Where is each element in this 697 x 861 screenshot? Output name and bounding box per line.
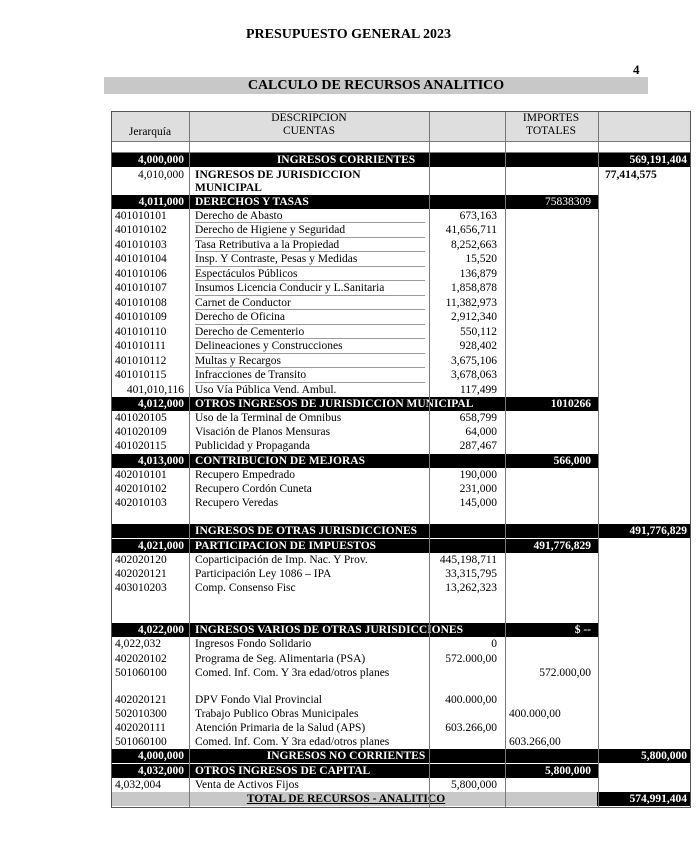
row-desc: INGRESOS NO CORRIENTES bbox=[266, 750, 426, 762]
header-importes: IMPORTES bbox=[522, 112, 580, 124]
row-amount: 15,520 bbox=[465, 253, 497, 265]
row-amount: 658,799 bbox=[459, 412, 497, 424]
row-code: 4,011,000 bbox=[138, 196, 184, 208]
row-amount: 231,000 bbox=[459, 483, 497, 495]
row-desc: Recupero Empedrado bbox=[195, 469, 295, 481]
row-code: 403010203 bbox=[115, 582, 167, 594]
row-amount: 287,467 bbox=[459, 440, 497, 452]
row-code: 401010103 bbox=[115, 239, 167, 251]
row-desc: OTROS INGRESOS DE JURISDICCION MUNICIPAL bbox=[195, 398, 474, 410]
row-code: 401010101 bbox=[115, 210, 167, 222]
row-code: 4,000,000 bbox=[138, 154, 184, 166]
row-desc: Trabajo Publico Obras Municipales bbox=[195, 708, 359, 720]
row-amount: 673,163 bbox=[459, 210, 497, 222]
row-code: 401010109 bbox=[115, 311, 167, 323]
row-amount: 2,912,340 bbox=[451, 311, 497, 323]
row-amount: 550,112 bbox=[460, 326, 497, 338]
row-amount: 190,000 bbox=[459, 469, 497, 481]
row-code: 401010112 bbox=[115, 355, 167, 367]
row-desc: Participación Ley 1086 – IPA bbox=[195, 568, 332, 580]
row-code: 4,010,000 bbox=[138, 169, 184, 181]
row-code: 402020120 bbox=[115, 554, 167, 566]
row-code: 402020111 bbox=[115, 722, 166, 734]
row-amount: 1,858,878 bbox=[451, 282, 497, 294]
row-amount: 3,678,063 bbox=[451, 369, 497, 381]
row-code: 4,012,000 bbox=[138, 398, 184, 410]
row-code: 4,032,000 bbox=[138, 765, 184, 777]
row-subtotal: $ -- bbox=[574, 624, 591, 636]
row-code: 402010103 bbox=[115, 497, 167, 509]
row-code: 4,032,004 bbox=[115, 779, 161, 791]
row-code: 402010101 bbox=[115, 469, 167, 481]
row-amount: 8,252,663 bbox=[451, 239, 497, 251]
row-code: 401010102 bbox=[115, 224, 167, 236]
row-amount: 445,198,711 bbox=[439, 554, 497, 566]
row-total: 569,191,404 bbox=[629, 154, 687, 166]
row-desc: Comed. Inf. Com. Y 3ra edad/otros planes bbox=[195, 736, 390, 748]
row-amount: 603.266,00 bbox=[445, 722, 497, 734]
row-desc: Atención Primaria de la Salud (APS) bbox=[195, 722, 366, 734]
row-amount: 572.000,00 bbox=[445, 653, 497, 665]
row-amount: 41,656,711 bbox=[445, 224, 497, 236]
row-desc: Derecho de Higiene y Seguridad bbox=[195, 224, 346, 236]
row-total: 491,776,829 bbox=[629, 525, 687, 537]
row-code: 4,021,000 bbox=[138, 540, 184, 552]
row-subtotal: 572.000,00 bbox=[539, 667, 591, 679]
row-desc: Programa de Seg. Alimentaria (PSA) bbox=[195, 653, 366, 665]
row-desc: Tasa Retributiva a la Propiedad bbox=[195, 239, 340, 251]
row-code: 4,022,032 bbox=[115, 638, 161, 650]
row-subtotal: 603.266,00 bbox=[509, 736, 561, 748]
row-subtotal: 400.000,00 bbox=[509, 708, 561, 720]
row-amount: 0 bbox=[491, 638, 497, 650]
row-code: 402010102 bbox=[115, 483, 167, 495]
row-subtotal: 491,776,829 bbox=[533, 540, 591, 552]
section-banner: CALCULO DE RECURSOS ANALITICO bbox=[104, 77, 648, 94]
row-desc: CONTRIBUCION DE MEJORAS bbox=[195, 455, 365, 467]
row-desc: INGRESOS CORRIENTES bbox=[276, 154, 416, 166]
row-subtotal: 1010266 bbox=[550, 398, 591, 410]
row-desc: Multas y Recargos bbox=[195, 355, 282, 367]
row-amount: 13,262,323 bbox=[445, 582, 497, 594]
row-amount: 400.000,00 bbox=[445, 694, 497, 706]
row-desc: Comp. Consenso Fisc bbox=[195, 582, 296, 594]
row-subtotal: 5,800,000 bbox=[545, 765, 591, 777]
row-desc: Carnet de Conductor bbox=[195, 297, 291, 309]
row-total: 77,414,575 bbox=[605, 169, 657, 181]
row-desc: Derecho de Oficina bbox=[195, 311, 286, 323]
row-desc: Coparticipación de Imp. Nac. Y Prov. bbox=[195, 554, 368, 566]
row-total: 5,800,000 bbox=[641, 750, 687, 762]
row-amount: 928,402 bbox=[459, 340, 497, 352]
row-desc: Derecho de Abasto bbox=[195, 210, 283, 222]
page-number: 4 bbox=[633, 62, 640, 77]
total-recursos-value: 574,991,404 bbox=[597, 792, 691, 806]
row-code: 4,000,000 bbox=[138, 750, 184, 762]
row-code: 401020105 bbox=[115, 412, 167, 424]
row-desc: Derecho de Cementerio bbox=[195, 326, 305, 338]
row-subtotal: 75838309 bbox=[545, 196, 591, 208]
row-amount: 5,800,000 bbox=[451, 779, 497, 791]
row-subtotal: 566,000 bbox=[553, 455, 591, 467]
row-desc: Ingresos Fondo Solidario bbox=[195, 638, 312, 650]
row-code: 401010111 bbox=[115, 340, 166, 352]
row-code: 401010108 bbox=[115, 297, 167, 309]
row-code: 402020102 bbox=[115, 653, 167, 665]
header-descripcion: DESCRIPCION bbox=[271, 112, 347, 124]
row-desc: Infracciones de Transito bbox=[195, 369, 307, 381]
row-amount: 145,000 bbox=[459, 497, 497, 509]
row-desc: INGRESOS DE OTRAS JURISDICCIONES bbox=[195, 525, 418, 537]
row-code: 401,010,116 bbox=[126, 384, 184, 396]
row-desc: Uso de la Terminal de Omnibus bbox=[195, 412, 342, 424]
row-code: 4,022,000 bbox=[138, 624, 184, 636]
row-desc: Recupero Cordón Cuneta bbox=[195, 483, 312, 495]
row-amount: 117,499 bbox=[460, 384, 497, 396]
row-desc: Delineaciones y Construcciones bbox=[195, 340, 343, 352]
row-desc: Uso Vía Pública Vend. Ambul. bbox=[195, 384, 337, 396]
row-code: 401010115 bbox=[115, 369, 167, 381]
row-code: 401020109 bbox=[115, 426, 167, 438]
row-code: 502010300 bbox=[115, 708, 167, 720]
row-desc: DPV Fondo Vial Provincial bbox=[195, 694, 322, 706]
row-desc: Recupero Veredas bbox=[195, 497, 279, 509]
row-desc: INGRESOS DE JURISDICCION bbox=[195, 169, 361, 181]
row-code: 401020115 bbox=[115, 440, 167, 452]
budget-table bbox=[111, 111, 691, 808]
header-cuentas: CUENTAS bbox=[282, 125, 336, 137]
row-desc-cont: MUNICIPAL bbox=[195, 182, 262, 194]
row-desc: OTROS INGRESOS DE CAPITAL bbox=[195, 765, 371, 777]
row-code: 401010110 bbox=[115, 326, 167, 338]
row-code: 401010106 bbox=[115, 268, 167, 280]
row-amount: 3,675,106 bbox=[451, 355, 497, 367]
row-code: 402020121 bbox=[115, 694, 167, 706]
row-code: 402020121 bbox=[115, 568, 167, 580]
row-code: 401010107 bbox=[115, 282, 167, 294]
row-desc: Espectáculos Públicos bbox=[195, 268, 298, 280]
row-code: 4,013,000 bbox=[138, 455, 184, 467]
row-desc: Insumos Licencia Conducir y L.Sanitaria bbox=[195, 282, 385, 294]
row-amount: 11,382,973 bbox=[445, 297, 497, 309]
row-desc: DERECHOS Y TASAS bbox=[195, 196, 309, 208]
row-desc: INGRESOS VARIOS DE OTRAS JURISDICCIONES bbox=[195, 624, 463, 636]
row-code: 501060100 bbox=[115, 736, 167, 748]
row-desc: Comed. Inf. Com. Y 3ra edad/otros planes bbox=[195, 667, 390, 679]
row-amount: 64,000 bbox=[465, 426, 497, 438]
row-amount: 33,315,795 bbox=[445, 568, 497, 580]
row-code: 401010104 bbox=[115, 253, 167, 265]
row-code: 501060100 bbox=[115, 667, 167, 679]
row-desc: Venta de Activos Fijos bbox=[195, 779, 299, 791]
header-totales: TOTALES bbox=[526, 125, 576, 137]
page-title: PRESUPUESTO GENERAL 2023 bbox=[245, 27, 452, 42]
total-recursos-label: TOTAL DE RECURSOS - ANALITICO bbox=[246, 793, 446, 805]
row-desc: Publicidad y Propaganda bbox=[195, 440, 310, 452]
row-desc: Insp. Y Contraste, Pesas y Medidas bbox=[195, 253, 358, 265]
row-amount: 136,879 bbox=[459, 268, 497, 280]
row-desc: Visación de Planos Mensuras bbox=[195, 426, 331, 438]
row-desc: PARTICIPACION DE IMPUESTOS bbox=[195, 540, 377, 552]
header-jerarquia: Jerarquía bbox=[128, 126, 172, 138]
